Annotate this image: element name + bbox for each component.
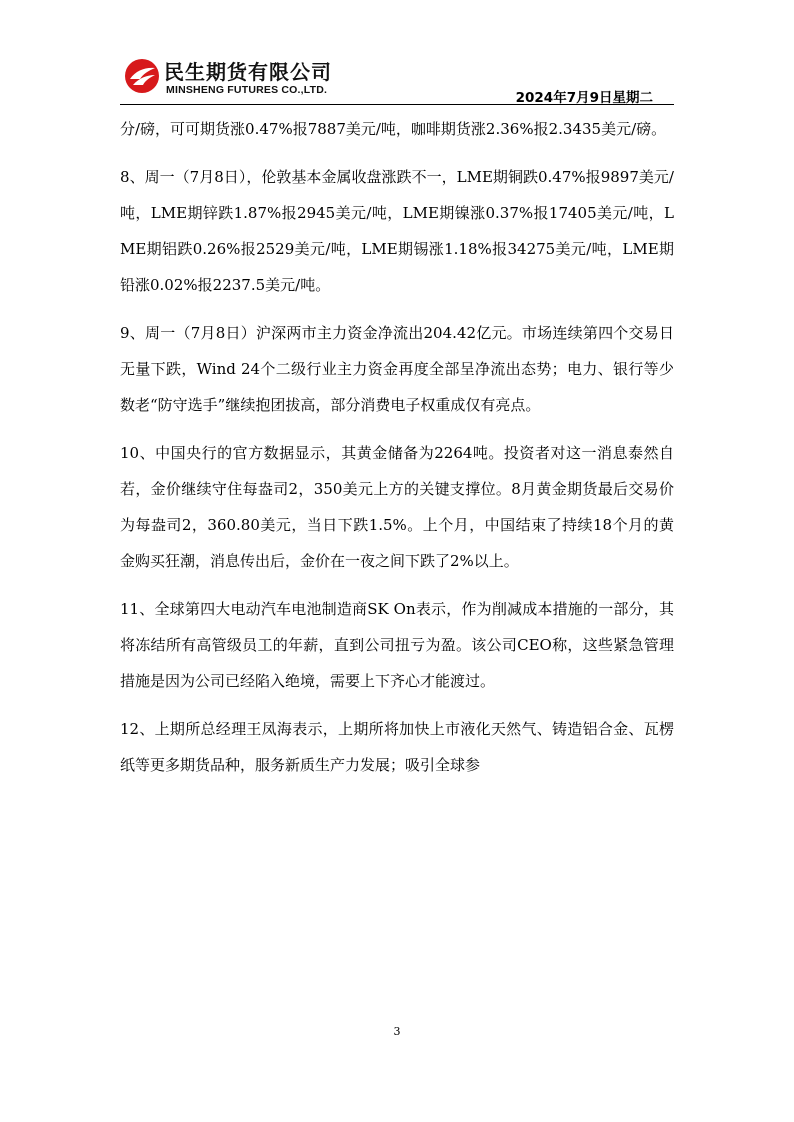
company-name-cn: 民生期货有限公司 <box>164 60 332 84</box>
header-divider <box>120 104 674 105</box>
paragraph-item-8: 8、周一（7月8日），伦敦基本金属收盘涨跌不一，LME期铜跌0.47%报9897美元/吨，LME期锌跌1.87%报2945美元/吨，LME期镍涨0.37%报17405美元/吨，LME期铝跌0.26%报2529美元/吨，LME期锡涨1.18%报34275美元/吨，LME期铅涨0.02%报2237.5美元/吨。 <box>120 168 674 294</box>
minsheng-logo-icon <box>124 58 160 94</box>
paragraph-item-12: 12、上期所总经理王凤海表示，上期所将加快上市液化天然气、铸造铝合金、瓦楞纸等更多期货品种，服务新质生产力发展；吸引全球参 <box>120 720 674 774</box>
paragraph-item-11: 11、全球第四大电动汽车电池制造商SK On表示，作为削减成本措施的一部分，其将冻结所有高管级员工的年薪，直到公司扭亏为盈。该公司CEO称，这些紧急管理措施是因为公司已经陷入绝境，需要上下齐心才能渡过。 <box>120 600 674 690</box>
company-name-en: MINSHENG FUTURES CO.,LTD. <box>166 84 328 96</box>
paragraph-item-9: 9、周一（7月8日）沪深两市主力资金净流出204.42亿元。市场连续第四个交易日无量下跌，Wind 24个二级行业主力资金再度全部呈净流出态势；电力、银行等少数老“防守选手”继续抱团拔高，部分消费电子权重成仅有亮点。 <box>120 324 674 414</box>
paragraph-item-10: 10、中国央行的官方数据显示，其黄金储备为2264吨。投资者对这一消息泰然自若，金价继续守住每盎司2，350美元上方的关键支撑位。8月黄金期货最后交易价为每盎司2，360.80美元，当日下跌1.5%。上个月，中国结束了持续18个月的黄金购买狂潮，消息传出后，金价在一夜之间下跌了2%以上。 <box>120 444 674 570</box>
article-body <box>120 111 674 795</box>
page-number: 3 <box>393 1025 401 1038</box>
paragraph-continued: 分/磅，可可期货涨0.47%报7887美元/吨，咖啡期货涨2.36%报2.3435美元/磅。 <box>120 120 667 138</box>
company-logo <box>124 54 364 100</box>
report-date: 2024年7月9日星期二 <box>515 90 653 106</box>
